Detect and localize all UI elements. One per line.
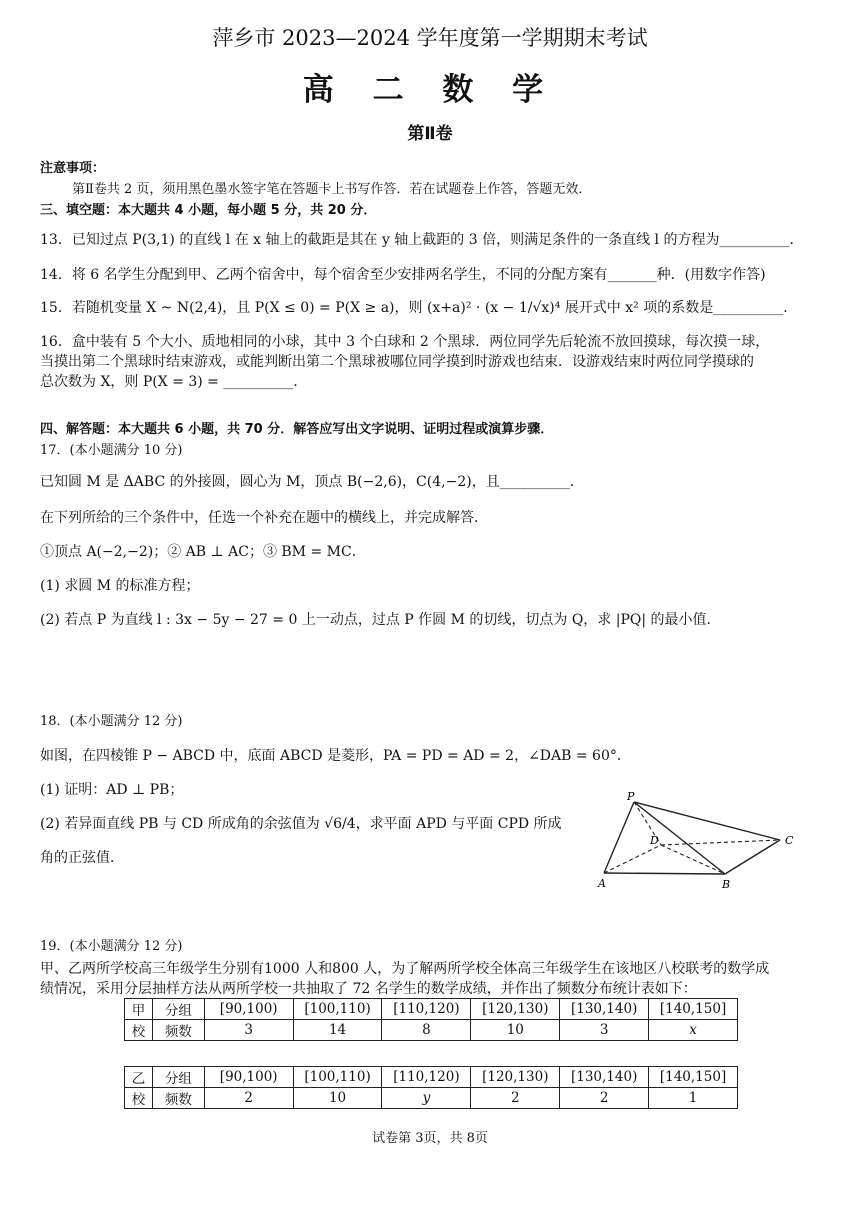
- volume-title: 第Ⅱ卷: [407, 124, 453, 144]
- school-name-cell: 校: [125, 1020, 153, 1041]
- frequency-table-school-b: [124, 1066, 738, 1109]
- school-name-cell: 校: [125, 1088, 153, 1109]
- row-label-cell: 频数: [152, 1020, 204, 1041]
- row-label-cell: 分组: [152, 1067, 204, 1088]
- group-cell: [110,120): [382, 999, 471, 1020]
- table-row: [125, 1088, 738, 1109]
- count-cell: 2: [560, 1088, 649, 1109]
- question-15: 15．若随机变量 X ~ N(2,4)，且 P(X ≤ 0) = P(X ≥ a)，则 (x+a)² · (x − 1/√x)⁴ 展开式中 x² 项的系数是__________．: [40, 300, 798, 316]
- question-18-part1: (1) 证明：AD ⊥ PB；: [40, 782, 184, 798]
- question-17-title: 17．(本小题满分 10 分): [40, 443, 183, 458]
- count-cell: y: [382, 1088, 471, 1109]
- group-cell: [140,150]: [649, 999, 738, 1020]
- exam-title: 萍乡市 2023—2024 学年度第一学期期末考试: [212, 26, 648, 50]
- question-19-line1: 甲、乙两所学校高三年级学生分别有1000 人和800 人，为了解两所学校全体高三年级学生在该地区八校联考的数学成: [40, 961, 770, 977]
- group-cell: [90,100): [204, 999, 293, 1020]
- count-cell: 3: [204, 1020, 293, 1041]
- question-19-title: 19．(本小题满分 12 分): [40, 939, 183, 954]
- question-18-line1: 如图，在四棱锥 P − ABCD 中，底面 ABCD 是菱形，PA = PD = AD = 2，∠DAB = 60°．: [40, 748, 631, 764]
- question-17-part1: (1) 求圆 M 的标准方程；: [40, 578, 200, 594]
- vertex-label-d: D: [650, 834, 659, 847]
- row-label-cell: 频数: [152, 1088, 204, 1109]
- count-cell: 10: [293, 1088, 382, 1109]
- table-row: [125, 1020, 738, 1041]
- pyramid-figure: [590, 788, 810, 898]
- group-cell: [120,130): [471, 999, 560, 1020]
- table-row: [125, 1067, 738, 1088]
- question-13: 13．已知过点 P(3,1) 的直线 l 在 x 轴上的截距是其在 y 轴上截距的 3 倍，则满足条件的一条直线 l 的方程为__________．: [40, 232, 804, 248]
- question-17-part2: (2) 若点 P 为直线 l : 3x − 5y − 27 = 0 上一动点，过点 P 作圆 M 的切线，切点为 Q，求 |PQ| 的最小值．: [40, 612, 721, 628]
- group-cell: [110,120): [382, 1067, 471, 1088]
- count-cell: 2: [471, 1088, 560, 1109]
- question-18-title: 18．(本小题满分 12 分): [40, 714, 183, 729]
- group-cell: [140,150]: [649, 1067, 738, 1088]
- group-cell: [130,140): [560, 999, 649, 1020]
- count-cell: 3: [560, 1020, 649, 1041]
- count-cell: 8: [382, 1020, 471, 1041]
- subject-title: 高 二 数 学: [302, 72, 558, 108]
- question-16-line2: 当摸出第二个黑球时结束游戏，或能判断出第二个黑球被哪位同学摸到时游戏也结束．设游戏结束时两位同学摸球的: [40, 354, 754, 370]
- school-name-cell: 甲: [125, 999, 153, 1020]
- count-cell: 10: [471, 1020, 560, 1041]
- row-label-cell: 分组: [152, 999, 204, 1020]
- vertex-label-c: C: [785, 834, 794, 847]
- question-16-line1: 16．盒中装有 5 个大小、质地相同的小球，其中 3 个白球和 2 个黑球．两位同学先后轮流不放回摸球，每次摸一球，: [40, 334, 770, 350]
- count-cell: 1: [649, 1088, 738, 1109]
- question-19-line2: 绩情况，采用分层抽样方法从两所学校一共抽取了 72 名学生的数学成绩，并作出了频数分布统计表如下：: [40, 981, 697, 997]
- question-16-line3: 总次数为 X，则 P(X = 3) = __________．: [40, 374, 308, 390]
- frequency-table-school-a: [124, 998, 738, 1041]
- table-row: [125, 999, 738, 1020]
- vertex-label-a: A: [598, 877, 606, 890]
- count-cell: x: [649, 1020, 738, 1041]
- school-name-cell: 乙: [125, 1067, 153, 1088]
- section4-heading: 四、解答题：本大题共 6 小题，共 70 分．解答应写出文字说明、证明过程或演算步骤．: [40, 422, 554, 437]
- count-cell: 14: [293, 1020, 382, 1041]
- group-cell: [100,110): [293, 999, 382, 1020]
- notice-text: 第Ⅱ卷共 2 页，须用黑色墨水签字笔在答题卡上书写作答．若在试题卷上作答，答题无效．: [72, 182, 592, 197]
- count-cell: 2: [204, 1088, 293, 1109]
- group-cell: [100,110): [293, 1067, 382, 1088]
- vertex-label-b: B: [722, 878, 731, 891]
- group-cell: [120,130): [471, 1067, 560, 1088]
- question-18-part2-line1: (2) 若异面直线 PB 与 CD 所成角的余弦值为 √6/4，求平面 APD 与平面 CPD 所成: [40, 816, 562, 832]
- section3-heading: 三、填空题：本大题共 4 小题，每小题 5 分，共 20 分．: [40, 203, 377, 218]
- question-14: 14．将 6 名学生分配到甲、乙两个宿舍中，每个宿舍至少安排两名学生，不同的分配方案有_______种．(用数字作答): [40, 267, 766, 283]
- vertex-label-p: P: [627, 790, 635, 803]
- question-17-conditions: ①顶点 A(−2,−2)；② AB ⊥ AC；③ BM = MC．: [40, 544, 366, 560]
- group-cell: [90,100): [204, 1067, 293, 1088]
- question-18-part2-line2: 角的正弦值．: [40, 850, 124, 866]
- group-cell: [130,140): [560, 1067, 649, 1088]
- page-footer: 试卷第 3页，共 8页: [372, 1131, 488, 1146]
- question-17-line1: 已知圆 M 是 ΔABC 的外接圆，圆心为 M，顶点 B(−2,6)，C(4,−2)，且__________．: [40, 474, 584, 490]
- question-17-line2: 在下列所给的三个条件中，任选一个补充在题中的横线上，并完成解答．: [40, 510, 488, 526]
- notice-heading: 注意事项：: [40, 161, 106, 176]
